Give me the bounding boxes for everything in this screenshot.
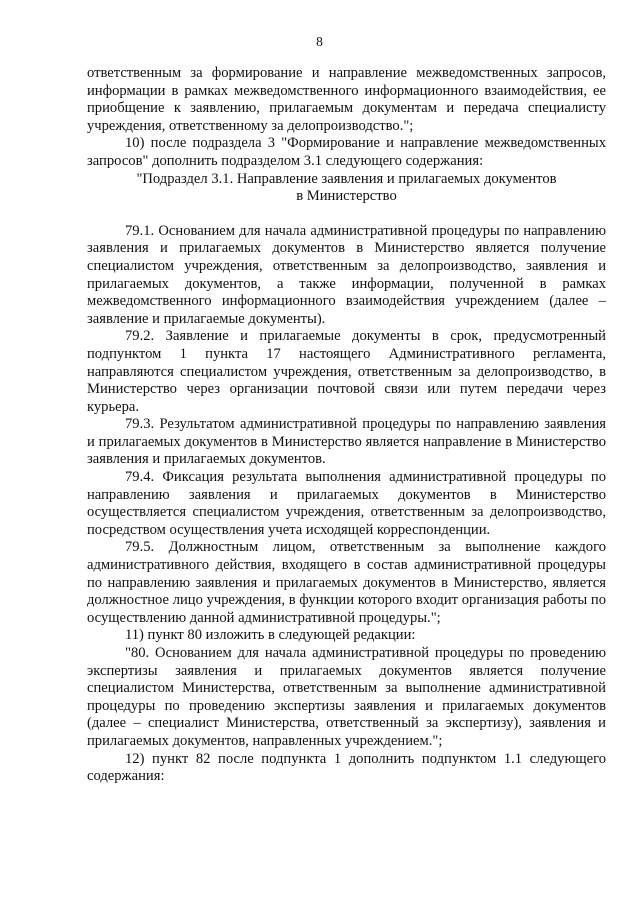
blank-line (87, 206, 606, 223)
paragraph-79-5: 79.5. Должностным лицом, ответственным за выполнение каждого административного действия, входящего в состав административной процедуры по направлению заявления и прилагаемых документов в Министерство, является должностное лицо учреждения, в функции которого входит организация работы по осуществлению данной административной процедуры."; (87, 539, 606, 626)
subsection-heading-line-2: в Министерство (296, 188, 397, 205)
paragraph-item-11: 11) пункт 80 изложить в следующей редакции: (125, 627, 416, 644)
paragraph-continuation: ответственным за формирование и направление межведомственных запросов, информации в рамках межведомственного информационного взаимодействия, ее приобщение к заявлению, прилагаемым документам и передача специалисту учреждения, ответственному за делопроизводство."; (87, 65, 606, 134)
paragraph-79-4: 79.4. Фиксация результата выполнения административной процедуры по направлению заявления и прилагаемых документов в Министерство осуществляется специалистом учреждения, ответственным за делопроизводство, посредством осуществления учета исходящей корреспонденции. (87, 469, 606, 538)
paragraph-79-3: 79.3. Результатом административной процедуры по направлению заявления и прилагаемых документов в Министерство является направление в Министерство заявления и прилагаемых документов. (87, 416, 606, 468)
paragraph-item-12: 12) пункт 82 после подпункта 1 дополнить подпунктом 1.1 следующего содержания: (87, 750, 606, 785)
subsection-heading-line-1: "Подраздел 3.1. Направление заявления и прилагаемых документов (136, 170, 557, 187)
paragraph-item-10: 10) после подраздела 3 "Формирование и направление межведомственных запросов" дополнить подразделом 3.1 следующего содержания: (87, 135, 606, 169)
document-body (87, 65, 606, 786)
paragraph-80: "80. Основанием для начала административной процедуры по проведению экспертизы заявления и прилагаемых документов является получение специалистом Министерства, ответственным за выполнение административной процедуры по проведению экспертизы заявления и прилагаемых документов (далее – специалист Министерства, ответственный за экспертизу), заявления и прилагаемых документов, направленных учреждением."; (87, 645, 606, 749)
paragraph-79-2: 79.2. Заявление и прилагаемые документы в срок, предусмотренный подпунктом 1 пункта 17 настоящего Административного регламента, направляются специалистом учреждения, ответственным за делопроизводство, в Министерство через организации почтовой связи или путем передачи через курьера. (87, 328, 606, 415)
page-number: 8 (316, 34, 323, 49)
paragraph-79-1: 79.1. Основанием для начала административной процедуры по направлению заявления и прилагаемых документов в Министерство является получение специалистом учреждения, ответственным за делопроизводство, заявления и прилагаемых документов, а также информации, полученной в рамках межведомственного информационного взаимодействия учреждением (далее – заявление и прилагаемые документы). (87, 222, 606, 327)
